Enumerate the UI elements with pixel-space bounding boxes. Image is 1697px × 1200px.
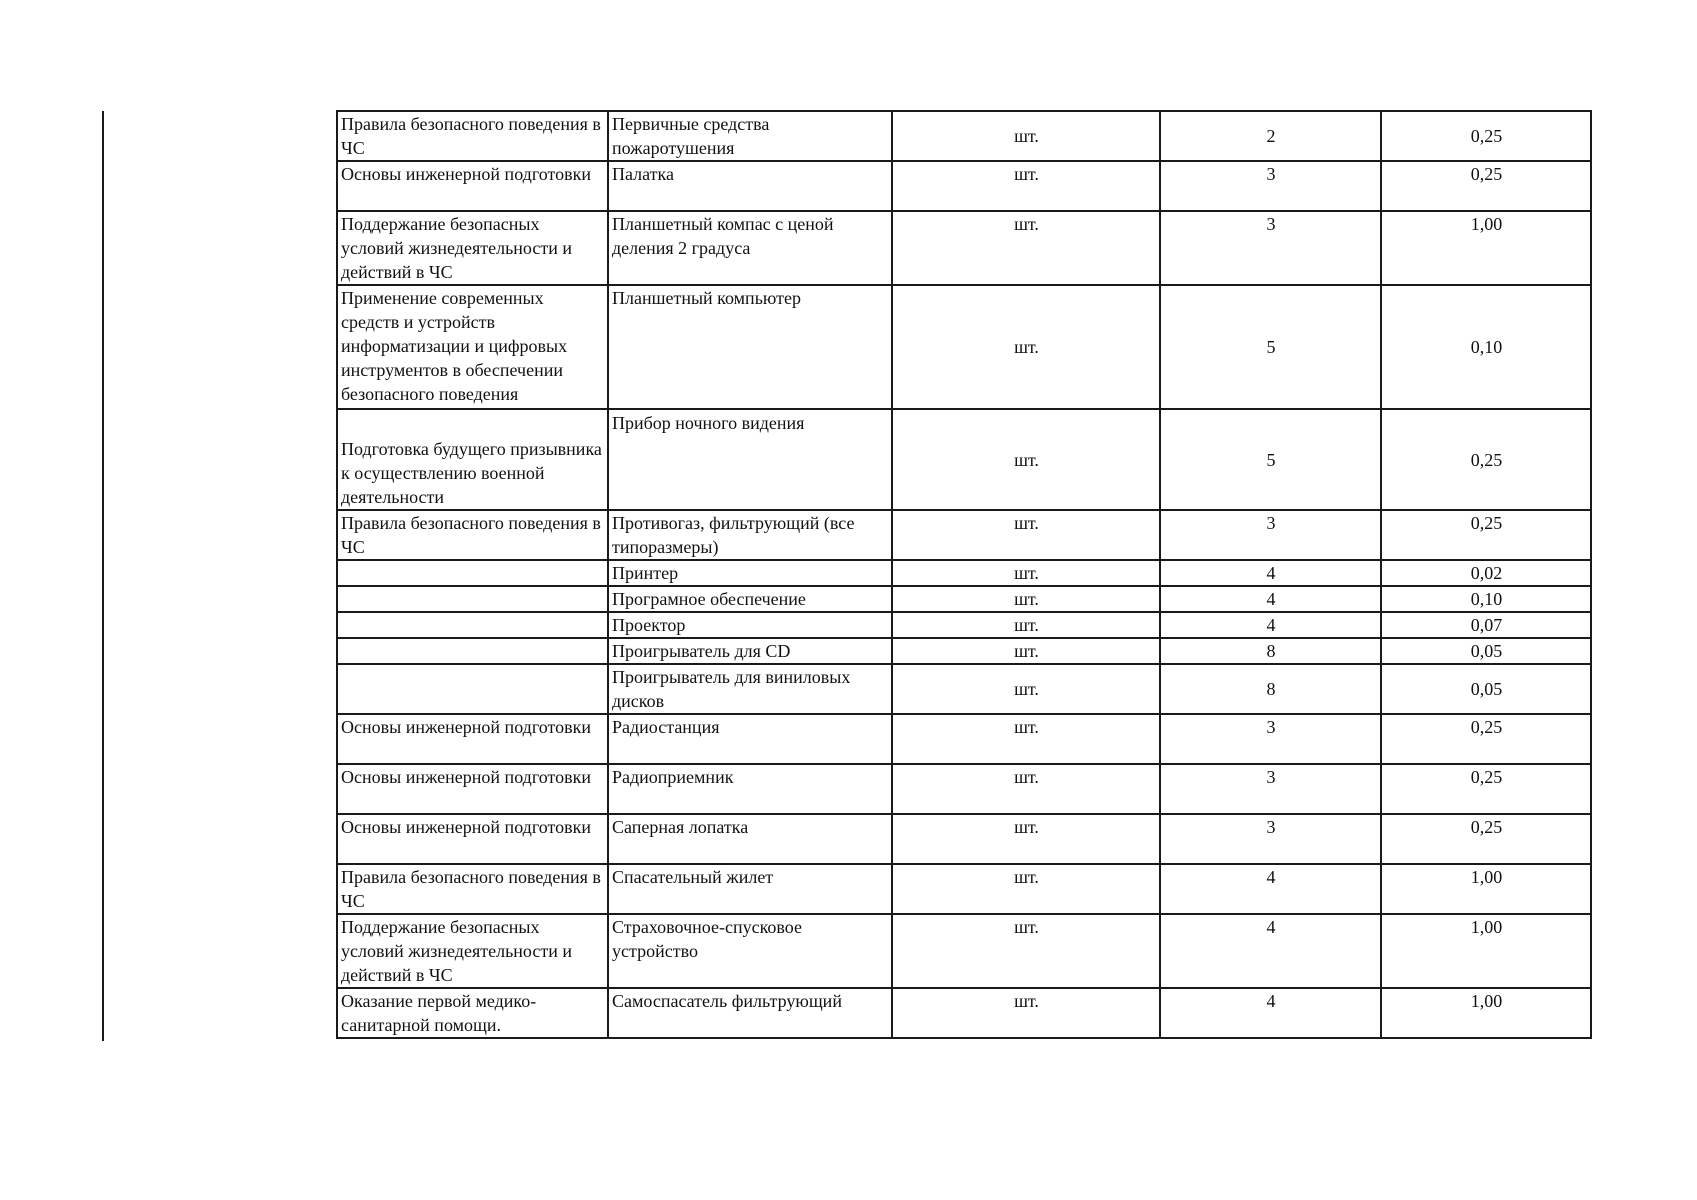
cell-qty: 4 [1160,612,1381,638]
cell-norm: 0,05 [1381,638,1591,664]
cell-norm: 0,25 [1381,714,1591,764]
cell-item: Програмное обеспечение [608,586,892,612]
cell-unit: шт. [892,814,1160,864]
cell-area: Основы инженерной подготовки [337,161,608,211]
cell-area: Поддержание безопасных условий жизнедеятельности и действий в ЧС [337,914,608,988]
cell-area [337,638,608,664]
cell-item: Страховочное-спусковое устройство [608,914,892,988]
cell-item: Планшетный компас с ценой деления 2 градуса [608,211,892,285]
cell-qty: 4 [1160,864,1381,914]
margin-rule [102,111,104,1041]
cell-norm: 1,00 [1381,211,1591,285]
cell-item: Радиостанция [608,714,892,764]
cell-qty: 8 [1160,664,1381,714]
cell-area: Основы инженерной подготовки [337,814,608,864]
table-row [337,211,1591,285]
cell-norm: 0,25 [1381,409,1591,510]
cell-unit: шт. [892,560,1160,586]
table-row [337,764,1591,814]
equipment-table [336,110,1592,1039]
cell-item: Проигрыватель для виниловых дисков [608,664,892,714]
table-row [337,285,1591,409]
cell-area: Поддержание безопасных условий жизнедеятельности и действий в ЧС [337,211,608,285]
cell-qty: 4 [1160,914,1381,988]
cell-norm: 0,25 [1381,161,1591,211]
cell-norm: 0,10 [1381,586,1591,612]
cell-unit: шт. [892,161,1160,211]
table-row [337,864,1591,914]
cell-qty: 4 [1160,586,1381,612]
cell-area [337,586,608,612]
table-row [337,161,1591,211]
table-row [337,111,1591,161]
cell-norm: 0,25 [1381,510,1591,560]
cell-unit: шт. [892,988,1160,1038]
table-row [337,814,1591,864]
cell-qty: 8 [1160,638,1381,664]
table-row [337,612,1591,638]
cell-area: Основы инженерной подготовки [337,714,608,764]
cell-qty: 4 [1160,988,1381,1038]
table-row [337,638,1591,664]
cell-area: Основы инженерной подготовки [337,764,608,814]
table-row [337,560,1591,586]
cell-norm: 1,00 [1381,864,1591,914]
cell-qty: 3 [1160,814,1381,864]
cell-unit: шт. [892,111,1160,161]
cell-qty: 5 [1160,285,1381,409]
cell-unit: шт. [892,586,1160,612]
cell-qty: 3 [1160,211,1381,285]
cell-item: Радиоприемник [608,764,892,814]
cell-qty: 3 [1160,161,1381,211]
table-row [337,409,1591,510]
cell-item: Противогаз, фильтрующий (все типоразмеры) [608,510,892,560]
table-row [337,586,1591,612]
cell-norm: 0,25 [1381,814,1591,864]
cell-item: Саперная лопатка [608,814,892,864]
cell-item: Спасательный жилет [608,864,892,914]
cell-item: Прибор ночного видения [608,409,892,510]
cell-norm: 0,10 [1381,285,1591,409]
table-row [337,914,1591,988]
cell-area: Правила безопасного поведения в ЧС [337,864,608,914]
cell-qty: 3 [1160,714,1381,764]
cell-area: Подготовка будущего призывника к осуществлению военной деятельности [337,409,608,510]
cell-norm: 1,00 [1381,914,1591,988]
cell-norm: 0,05 [1381,664,1591,714]
cell-item: Планшетный компьютер [608,285,892,409]
cell-qty: 5 [1160,409,1381,510]
cell-item: Палатка [608,161,892,211]
cell-norm: 0,25 [1381,764,1591,814]
cell-area [337,560,608,586]
cell-qty: 3 [1160,510,1381,560]
table-row [337,714,1591,764]
cell-item: Принтер [608,560,892,586]
cell-norm: 1,00 [1381,988,1591,1038]
cell-area: Оказание первой медико-санитарной помощи. [337,988,608,1038]
cell-unit: шт. [892,914,1160,988]
cell-unit: шт. [892,638,1160,664]
cell-unit: шт. [892,714,1160,764]
cell-area: Применение современных средств и устройств информатизации и цифровых инструментов в обеспечении безопасного поведения [337,285,608,409]
cell-area [337,612,608,638]
cell-item: Первичные средства пожаротушения [608,111,892,161]
cell-area: Правила безопасного поведения в ЧС [337,510,608,560]
cell-unit: шт. [892,612,1160,638]
cell-area [337,664,608,714]
cell-unit: шт. [892,285,1160,409]
cell-norm: 0,25 [1381,111,1591,161]
cell-area: Правила безопасного поведения в ЧС [337,111,608,161]
cell-item: Проигрыватель для CD [608,638,892,664]
cell-unit: шт. [892,664,1160,714]
cell-unit: шт. [892,864,1160,914]
cell-norm: 0,07 [1381,612,1591,638]
cell-unit: шт. [892,211,1160,285]
cell-qty: 3 [1160,764,1381,814]
cell-qty: 4 [1160,560,1381,586]
cell-unit: шт. [892,510,1160,560]
cell-qty: 2 [1160,111,1381,161]
cell-norm: 0,02 [1381,560,1591,586]
cell-item: Проектор [608,612,892,638]
table-row [337,988,1591,1038]
cell-item: Самоспасатель фильтрующий [608,988,892,1038]
table-row [337,664,1591,714]
table-row [337,510,1591,560]
cell-unit: шт. [892,409,1160,510]
cell-unit: шт. [892,764,1160,814]
